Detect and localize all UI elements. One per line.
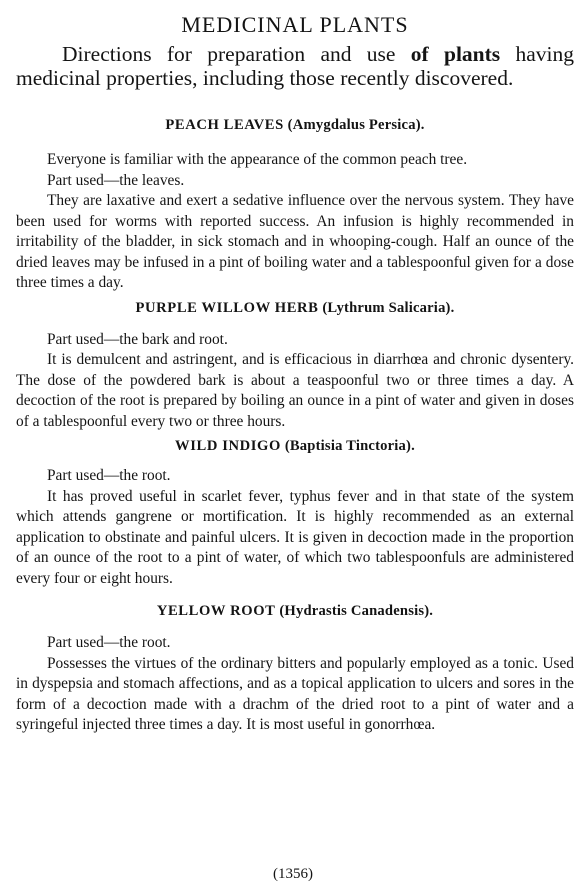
section-paragraph: They are laxative and exert a sedative influence over the nervous system. They have been used for worms with reported success. An infusion is highly recommended in irritability of the bladder, in sick stomach and in whooping-cough. Half an ounce of the dried leaves may be infused in a pint of boiling water and a tablespoonful given for a dose three times a day.	[16, 192, 574, 291]
section-name: WILD INDIGO	[175, 438, 281, 454]
section-name: PURPLE WILLOW HERB	[135, 299, 319, 316]
section-latin-name: (Baptisia Tinctoria).	[284, 438, 415, 454]
section-paragraph: Part used—the root.	[47, 467, 171, 484]
intro-text-start: Directions for preparation and use	[62, 42, 411, 66]
section-paragraph: Part used—the leaves.	[47, 171, 185, 189]
section-heading-wild-indigo	[16, 436, 574, 456]
section-heading-peach-leaves	[16, 115, 574, 135]
section-heading-purple-willow-herb	[16, 298, 574, 318]
section-paragraph: Possesses the virtues of the ordinary bitters and popularly employed as a tonic. Used in dyspepsia and stomach affections, and as a topical application to ulcers and sores in the form of a decoction made with a drachm of the dried root to a pint of water and a syringeful injected three times a day. It is most useful in gonorrhœa.	[16, 654, 574, 733]
section-name: PEACH LEAVES	[165, 117, 284, 133]
section-paragraph: It is demulcent and astringent, and is efficacious in diarrhœa and chronic dysentery. The dose of the powdered bark is about a teaspoonful two or three times a day. A decoction of the root is prepared by boiling an ounce in a pint of water and given in doses of a tablespoonful every two or three hours.	[16, 351, 574, 430]
book-page	[16, 12, 574, 736]
page-title: MEDICINAL PLANTS	[181, 12, 409, 37]
section-latin-name: (Amygdalus Persica).	[287, 117, 425, 133]
intro-text-bold: of plants	[410, 42, 501, 66]
section-latin-name: (Hydrastis Canadensis).	[279, 603, 434, 619]
section-latin-name: (Lythrum Salicaria).	[322, 299, 455, 316]
intro-paragraph	[16, 42, 574, 90]
section-paragraph: Part used—the bark and root.	[47, 330, 228, 348]
page-number: (1356)	[273, 866, 313, 882]
section-paragraph: Part used—the root.	[47, 634, 171, 651]
intro-text-end: having medicinal properties, including those recently discovered.	[16, 42, 574, 90]
section-paragraph: Everyone is familiar with the appearance of the common peach tree.	[47, 151, 468, 168]
section-heading-yellow-root	[16, 601, 574, 621]
section-name: YELLOW ROOT	[156, 603, 276, 619]
section-paragraph: It has proved useful in scarlet fever, typhus fever and in that state of the system which attends gangrene or mortification. It is highly recommended as an external application to obstinate and painful ulcers. It is given in decoction made in the proportion of an ounce of the root to a pint of water, of which two tablespoonfuls are administered every four or eight hours.	[16, 487, 574, 587]
